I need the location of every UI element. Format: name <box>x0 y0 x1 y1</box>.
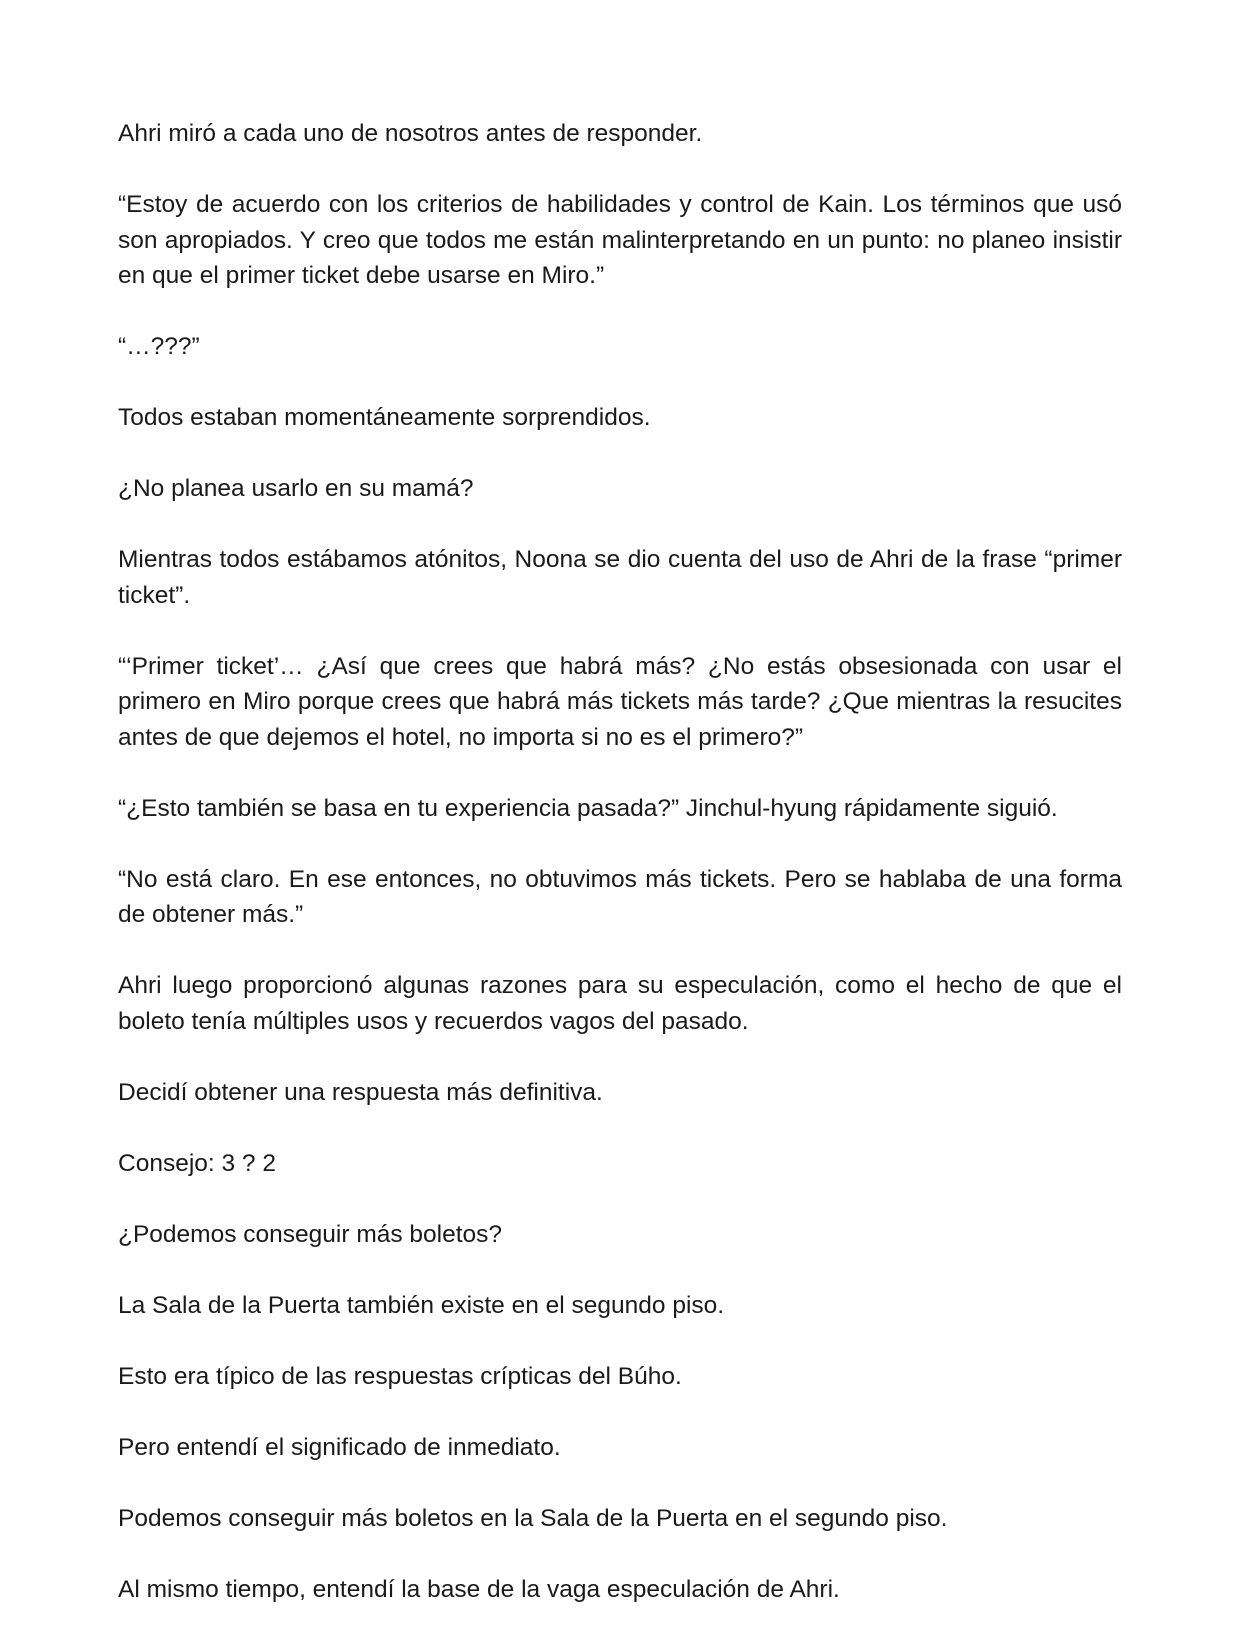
paragraph: Decidí obtener una respuesta más definitiva. <box>118 1078 603 1106</box>
paragraph: Ahri miró a cada uno de nosotros antes de responder. <box>118 120 703 147</box>
paragraph: La Sala de la Puerta también existe en el segundo piso. <box>118 1291 725 1319</box>
paragraph: Pero entendí el significado de inmediato. <box>118 1433 561 1461</box>
paragraph: Mientras todos estábamos atónitos, Noona se dio cuenta del uso de Ahri de la frase “primer ticket”. <box>118 546 1122 609</box>
paragraph: Esto era típico de las respuestas crípticas del Búho. <box>118 1362 682 1390</box>
paragraph: Podemos conseguir más boletos en la Sala de la Puerta en el segundo piso. <box>118 1504 948 1532</box>
paragraph: “No está claro. En ese entonces, no obtuvimos más tickets. Pero se hablaba de una forma de obtener más.” <box>118 865 1122 928</box>
paragraph: “Estoy de acuerdo con los criterios de habilidades y control de Kain. Los términos que usó son apropiados. Y creo que todos me están malinterpretando en un punto: no planeo insistir en que el primer ticket debe usarse en Miro.” <box>118 191 1122 289</box>
paragraph: “‘Primer ticket’… ¿Así que crees que habrá más? ¿No estás obsesionada con usar el primero en Miro porque crees que habrá más tickets más tarde? ¿Que mientras la resucites antes de que dejemos el hotel, no importa si no es el primero?” <box>118 652 1122 751</box>
paragraph: ¿No planea usarlo en su mamá? <box>118 475 474 502</box>
paragraph: ¿Podemos conseguir más boletos? <box>118 1220 503 1248</box>
paragraph: Todos estaban momentáneamente sorprendidos. <box>118 404 651 431</box>
body-text <box>118 116 1122 1643</box>
paragraph: Consejo: 3 ? 2 <box>118 1149 276 1177</box>
paragraph: “…???” <box>118 333 200 360</box>
paragraph: “¿Esto también se basa en tu experiencia pasada?” Jinchul-hyung rápidamente siguió. <box>118 794 1058 822</box>
paragraph: Ahri luego proporcionó algunas razones para su especulación, como el hecho de que el boleto tenía múltiples usos y recuerdos vagos del pasado. <box>118 972 1122 1035</box>
paragraph: Al mismo tiempo, entendí la base de la vaga especulación de Ahri. <box>118 1575 840 1603</box>
